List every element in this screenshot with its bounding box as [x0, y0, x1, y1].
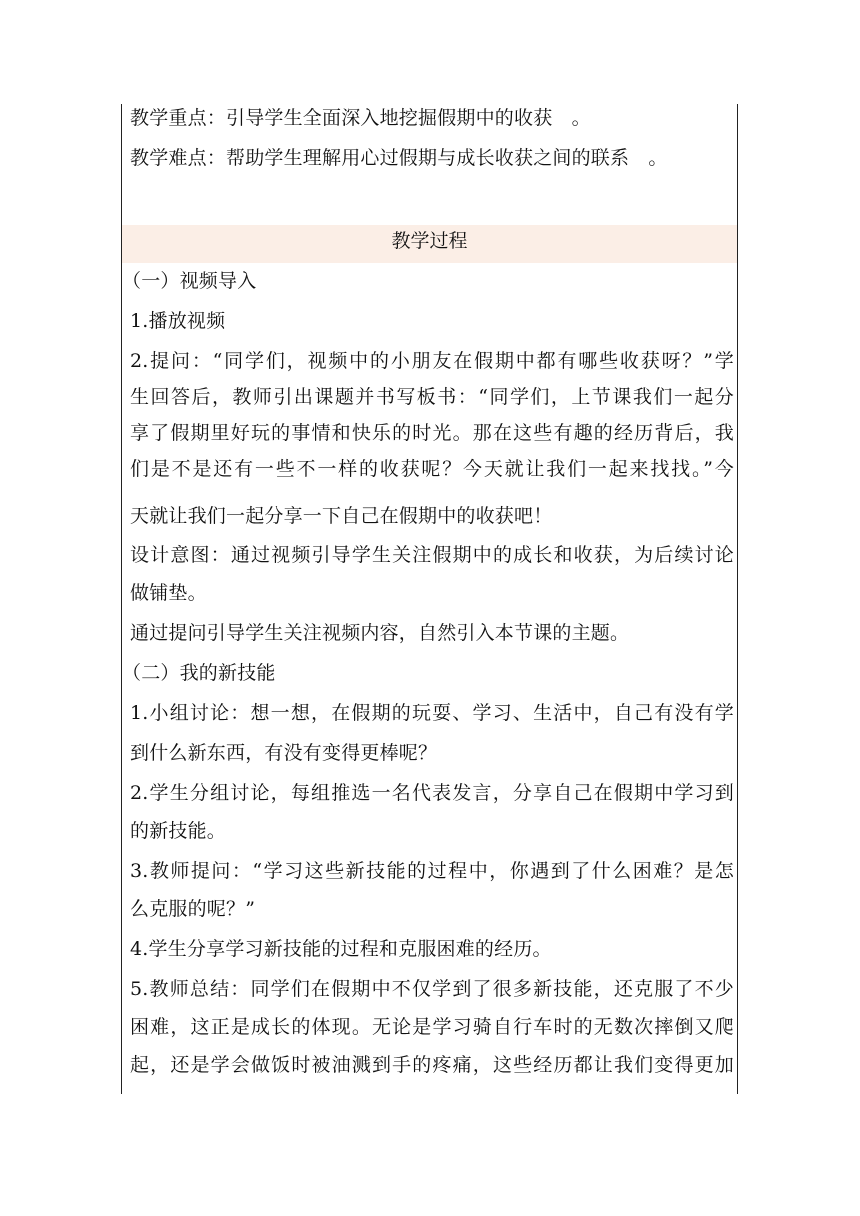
paragraph-line: 么克服的呢？”	[130, 898, 256, 920]
paragraph-line: 们是不是还有一些不一样的收获呢？今天就让我们一起来找找。”今	[130, 458, 734, 480]
paragraph-line: 设计意图：通过视频引导学生关注假期中的成长和收获，为后续讨论	[130, 544, 734, 566]
paragraph-line: 的新技能。	[130, 820, 227, 842]
table-right-border	[737, 104, 738, 1094]
paragraph-line: 通过提问引导学生关注视频内容，自然引入本节课的主题。	[130, 622, 630, 644]
paragraph-line: 享了假期里好玩的事情和快乐的时光。那在这些有趣的经历背后，我	[130, 422, 734, 444]
section-title: （一）视频导入	[122, 270, 257, 292]
paragraph-line: 4.学生分享学习新技能的过程和克服困难的经历。	[130, 938, 552, 960]
paragraph-line: 到什么新东西，有没有变得更棒呢？	[130, 742, 438, 764]
difficulty-text: 教学难点：帮助学生理解用心过假期与成长收获之间的联系 。	[130, 147, 668, 169]
paragraph-line: 5.教师总结：同学们在假期中不仅学到了很多新技能，还克服了不少	[130, 978, 734, 1000]
paragraph-line: 起，还是学会做饭时被油溅到手的疼痛，这些经历都让我们变得更加	[130, 1054, 734, 1076]
paragraph-line: 生回答后，教师引出课题并书写板书：“同学们，上节课我们一起分	[130, 386, 734, 408]
paragraph-line: 1.播放视频	[130, 310, 226, 332]
section-title: （二）我的新技能	[122, 662, 276, 684]
paragraph-line: 2.学生分组讨论，每组推选一名代表发言，分享自己在假期中学习到	[130, 782, 734, 804]
paragraph-line: 1.小组讨论：想一想，在假期的玩耍、学习、生活中，自己有没有学	[130, 702, 734, 724]
paragraph-line: 做铺垫。	[130, 582, 207, 604]
paragraph-line: 2.提问：“同学们，视频中的小朋友在假期中都有哪些收获呀？”学	[130, 350, 734, 372]
paragraph-line: 天就让我们一起分享一下自己在假期中的收获吧！	[130, 505, 553, 527]
process-header-title: 教学过程	[391, 230, 468, 252]
paragraph-line: 3.教师提问：“学习这些新技能的过程中，你遇到了什么困难？是怎	[130, 860, 734, 882]
paragraph-line: 困难，这正是成长的体现。无论是学习骑自行车时的无数次摔倒又爬	[130, 1016, 734, 1038]
key-point-text: 教学重点：引导学生全面深入地挖掘假期中的收获 。	[130, 107, 591, 129]
